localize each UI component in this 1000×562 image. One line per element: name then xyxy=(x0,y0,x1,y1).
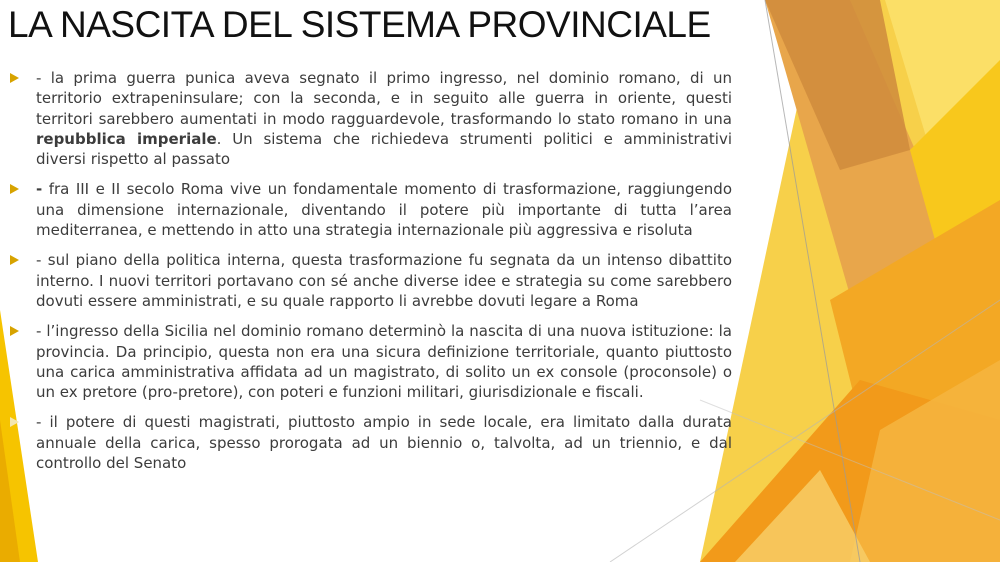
bullet-item xyxy=(8,412,732,473)
slide-title: LA NASCITA DEL SISTEMA PROVINCIALE xyxy=(8,4,711,45)
bullet-text: - il potere di questi magistrati, piuttosto ampio in sede locale, era limitato dalla durata annuale della carica, spesso prorogata ad un biennio o, talvolta, ad un triennio, e dal controllo del Senato xyxy=(36,413,732,473)
bullet-bold-term: repubblica imperiale xyxy=(36,129,217,148)
bullet-item xyxy=(8,179,732,240)
bullet-text: - la prima guerra punica aveva segnato il primo ingresso, nel dominio romano, di un territorio extrapeninsulare; con la seconda, e in seguito alle guerra in oriente, questi territori sarebbero aumentati in modo ragguardevole, trasformando lo stato romano in una xyxy=(36,69,732,128)
bullet-item xyxy=(8,250,732,311)
bullet-text-continued: . Un sistema che richiedeva strumenti politici e amministrativi diversi rispetto al passato xyxy=(36,129,733,169)
bullet-arrow-icon xyxy=(10,417,19,427)
bullet-dash: - xyxy=(36,180,43,199)
bullet-arrow-icon xyxy=(10,73,19,83)
bullet-text: - l’ingresso della Sicilia nel dominio romano determinò la nascita di una nuova istituzione: la provincia. Da principio, questa non era una sicura definizione territoriale, quanto piuttosto una carica amministrativa affidata ad un magistrato, di solito un ex console (proconsole) o un ex pretore (pro-pretore), con poteri e funzioni militari, giurisdizionale e fiscali. xyxy=(36,322,732,402)
bullet-arrow-icon xyxy=(10,326,19,336)
bullet-arrow-icon xyxy=(10,255,19,265)
bullet-text: - sul piano della politica interna, questa trasformazione fu segnata da un intenso dibattito interno. I nuovi territori portavano con sé anche diverse idee e strategia su come sarebbero dovuti essere amministrati, e su quale rapporto li avrebbe dovuti legare a Roma xyxy=(36,251,732,310)
bullet-item xyxy=(8,68,732,169)
bullet-list xyxy=(8,68,732,483)
bullet-text: fra III e II secolo Roma vive un fondamentale momento di trasformazione, raggiungendo una dimensione internazionale, diventando il potere più importante di tutta l’area mediterranea, e mettendo in atto una strategia internazionale più aggressiva e risoluta xyxy=(36,180,732,240)
bullet-arrow-icon xyxy=(10,184,19,194)
bullet-item xyxy=(8,321,732,402)
